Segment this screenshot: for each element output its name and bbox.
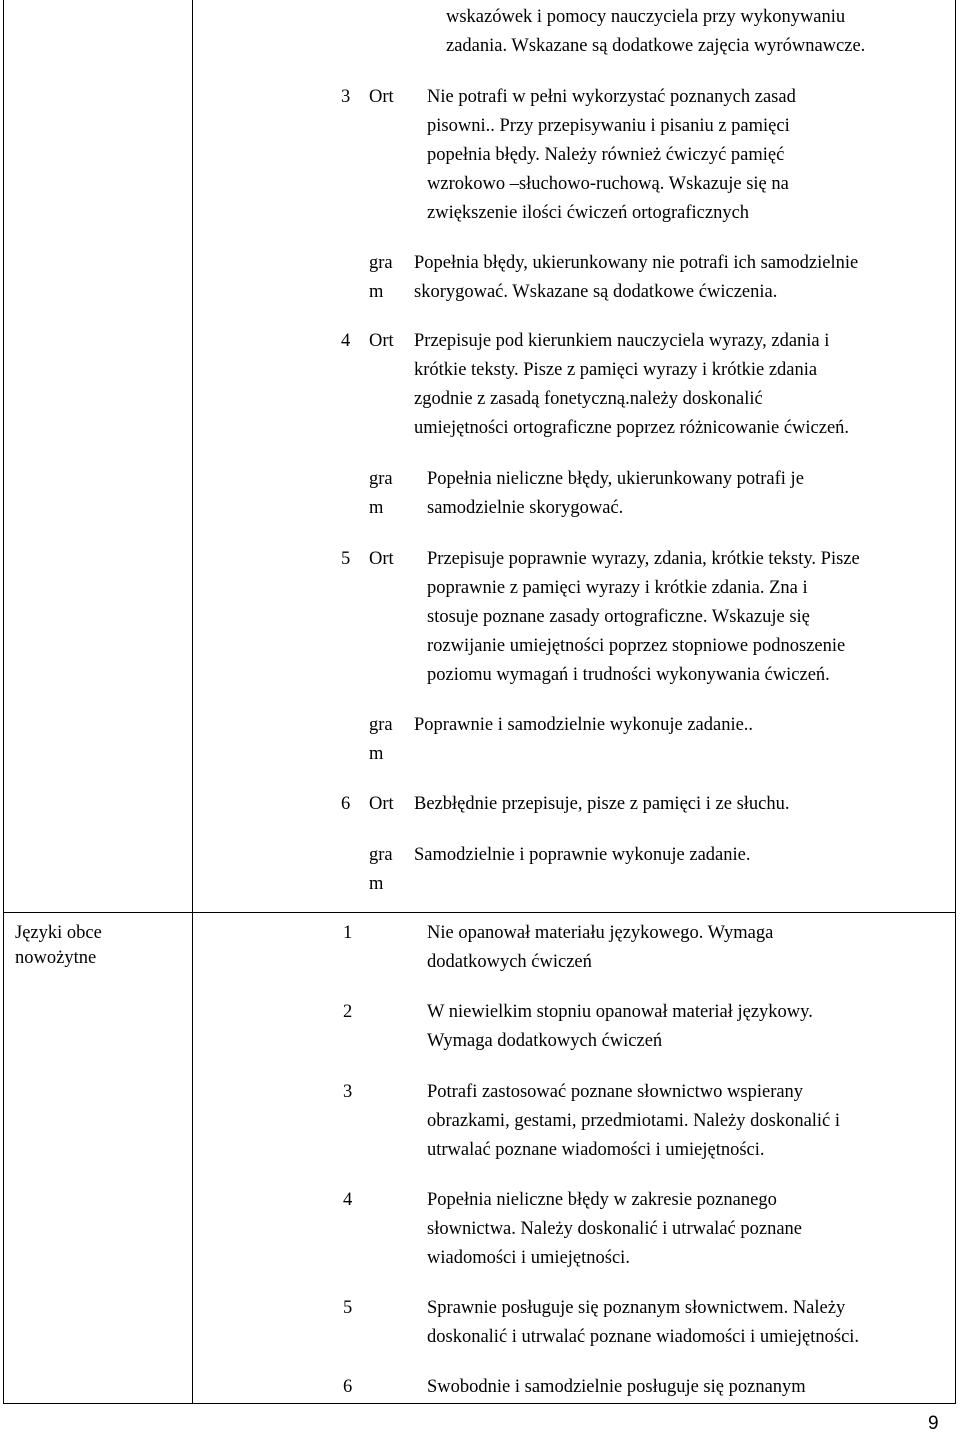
description-line: Popełnia błędy, ukierunkowany nie potrafi ich samodzielnie — [414, 253, 859, 273]
description-line: stosuje poznane zasady ortograficzne. Wskazuje się — [427, 607, 810, 627]
description-line: Poprawnie i samodzielnie wykonuje zadanie.. — [414, 715, 754, 735]
description-line: pisowni.. Przy przepisywaniu i pisaniu z pamięci — [427, 116, 790, 136]
description-line: Przepisuje pod kierunkiem nauczyciela wyrazy, zdania i — [414, 331, 830, 351]
description-line: zwiększenie ilości ćwiczeń ortograficznych — [427, 203, 750, 223]
grade-number: 5 — [341, 549, 351, 569]
grade-type: gra — [369, 845, 393, 865]
grade-number: 4 — [341, 331, 351, 351]
description-line: wzrokowo –słuchowo-ruchową. Wskazuje się na — [427, 174, 789, 194]
subject-title: Języki obce — [15, 923, 102, 943]
description-line: Swobodnie i samodzielnie posługuje się poznanym — [427, 1377, 806, 1397]
table-right-border — [955, 0, 956, 1404]
description-line: utrwalać poznane wiadomości i umiejętności. — [427, 1140, 765, 1160]
continued-line: wskazówek i pomocy nauczyciela przy wykonywaniu — [446, 7, 846, 27]
grade-type: m — [369, 874, 384, 894]
description-line: Samodzielnie i poprawnie wykonuje zadanie. — [414, 845, 751, 865]
description-line: skorygować. Wskazane są dodatkowe ćwiczenia. — [414, 282, 778, 302]
grade-number: 3 — [341, 87, 351, 107]
grade-type: gra — [369, 253, 393, 273]
grade-number: 6 — [341, 794, 351, 814]
grade-number: 2 — [343, 1002, 353, 1022]
description-line: Popełnia nieliczne błędy w zakresie poznanego — [427, 1190, 777, 1210]
description-line: wiadomości i umiejętności. — [427, 1248, 630, 1268]
description-line: zgodnie z zasadą fonetyczną.należy doskonalić — [414, 389, 763, 409]
description-line: poprawnie z pamięci wyrazy i krótkie zdania. Zna i — [427, 578, 808, 598]
grade-type: gra — [369, 469, 393, 489]
description-line: dodatkowych ćwiczeń — [427, 952, 592, 972]
description-line: samodzielnie skorygować. — [427, 498, 624, 518]
grade-type: Ort — [369, 331, 394, 351]
grade-type: gra — [369, 715, 393, 735]
grade-number: 4 — [343, 1190, 353, 1210]
description-line: rozwijanie umiejętności poprzez stopniowe podnoszenie — [427, 636, 846, 656]
description-line: Nie potrafi w pełni wykorzystać poznanych zasad — [427, 87, 796, 107]
description-line: słownictwa. Należy doskonalić i utrwalać poznane — [427, 1219, 803, 1239]
table-bottom-border — [3, 1403, 956, 1404]
grade-number: 1 — [343, 923, 353, 943]
grade-number: 3 — [343, 1082, 353, 1102]
section-divider — [3, 912, 956, 913]
description-line: popełnia błędy. Należy również ćwiczyć pamięć — [427, 145, 785, 165]
grade-type: Ort — [369, 549, 394, 569]
description-line: krótkie teksty. Pisze z pamięci wyrazy i krótkie zdania — [414, 360, 818, 380]
grade-type: m — [369, 282, 384, 302]
description-line: Sprawnie posługuje się poznanym słownictwem. Należy — [427, 1298, 846, 1318]
grade-type: m — [369, 498, 384, 518]
description-line: Popełnia nieliczne błędy, ukierunkowany potrafi je — [427, 469, 804, 489]
description-line: poziomu wymagań i trudności wykonywania ćwiczeń. — [427, 665, 830, 685]
grade-number: 6 — [343, 1377, 353, 1397]
description-line: doskonalić i utrwalać poznane wiadomości i umiejętności. — [427, 1327, 860, 1347]
grade-type: m — [369, 744, 384, 764]
continued-line: zadania. Wskazane są dodatkowe zajęcia wyrównawcze. — [446, 36, 866, 56]
description-line: obrazkami, gestami, przedmiotami. Należy doskonalić i — [427, 1111, 841, 1131]
description-line: Nie opanował materiału językowego. Wymaga — [427, 923, 774, 943]
description-line: umiejętności ortograficzne poprzez różnicowanie ćwiczeń. — [414, 418, 850, 438]
subject-title: nowożytne — [15, 948, 97, 968]
grade-type: Ort — [369, 87, 394, 107]
description-line: Wymaga dodatkowych ćwiczeń — [427, 1031, 663, 1051]
description-line: W niewielkim stopniu opanował materiał językowy. — [427, 1002, 813, 1022]
description-line: Potrafi zastosować poznane słownictwo wspierany — [427, 1082, 804, 1102]
grade-type: Ort — [369, 794, 394, 814]
page-number: 9 — [928, 1413, 939, 1434]
description-line: Bezbłędnie przepisuje, pisze z pamięci i ze słuchu. — [414, 794, 790, 814]
table-left-border — [3, 0, 4, 1404]
description-line: Przepisuje poprawnie wyrazy, zdania, krótkie teksty. Pisze — [427, 549, 860, 569]
grade-number: 5 — [343, 1298, 353, 1318]
column-divider — [192, 0, 193, 1404]
